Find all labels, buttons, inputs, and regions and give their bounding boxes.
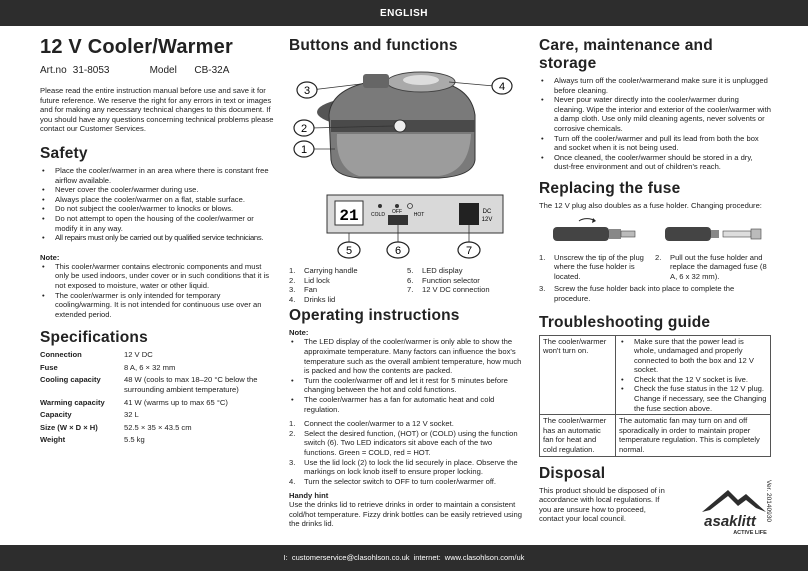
svg-text:1: 1 [300, 144, 308, 156]
contact-footer: I: customerservice@clasohlson.co.uk internet: www.clasohlson.com/uk [0, 545, 808, 571]
list-item: • Make sure that the power lead is whole, undamaged and properly connected to both the box and 12 V socket. [619, 337, 767, 375]
spec-value: 48 W (cools to max 18–20 °C below the surrounding ambient temperature) [124, 375, 258, 395]
svg-text:4: 4 [498, 81, 506, 93]
care-list [539, 76, 771, 172]
buttons-heading: Buttons and functions [289, 37, 458, 54]
operating-steps [289, 419, 525, 486]
list-item: • Never pour water directly into the cooler/warmer during cleaning. Wipe the interior and exterior of the cooler/warmer with a damp cloth. Use only mild cleaning agents, never solvents or corrosive chemicals. [539, 95, 771, 133]
callout-1 [294, 141, 314, 157]
list-item: • The LED display of the cooler/warmer is only able to show the approximate temperature. Many factors can influence the box's temperature such as the overall ambient temperature, how much is packed and how the contents are packed. [289, 337, 525, 375]
list-item: 2. Lid lock [289, 275, 330, 285]
spec-value: 12 V DC [124, 350, 153, 360]
product-title: 12 V Cooler/Warmer [40, 36, 233, 58]
solution-cell: The automatic fan may turn on and off sporadically in order to maintain proper temperature regulation. This is completely normal. [616, 415, 771, 456]
list-item: • This cooler/warmer contains electronic components and must only be used indoors, under cover or in such conditions that it is not exposed to moisture, water or other liquid. [40, 262, 276, 291]
art-label: Art.no [40, 65, 67, 76]
care-heading: Care, maintenance and storage [539, 37, 713, 72]
list-item: 3. Fan [289, 285, 318, 295]
fuse-removal-illustration [661, 215, 771, 251]
function-selector-switch [388, 215, 408, 225]
list-item: • Check the fuse status in the 12 V plug. Change if necessary, see the Changing the fuse section above. [619, 384, 767, 413]
list-item: 3. Use the lid lock (2) to lock the lid securely in place. Observe the markings on lock knob itself to ensure proper locking. [289, 457, 518, 477]
svg-text:5: 5 [345, 245, 353, 257]
fuse-heading: Replacing the fuse [539, 179, 681, 197]
list-item: • Turn the cooler/warmer off and let it rest for 5 minutes before changing between the hot and cold functions. [289, 376, 525, 395]
table-row [40, 350, 276, 363]
operating-notes [289, 337, 525, 414]
fuse-illustrations [539, 215, 771, 251]
safety-note-heading: Note: [40, 252, 60, 262]
list-item: • Check that the 12 V socket is live. [619, 375, 767, 385]
callout-6 [387, 242, 409, 258]
operating-heading: Operating instructions [289, 307, 460, 325]
table-row [40, 398, 276, 411]
fuse-intro: The 12 V plug also doubles as a fuse holder. Changing procedure: [539, 200, 762, 210]
list-item: 6. Function selector [407, 275, 480, 285]
spec-value: 5.5 kg [124, 435, 145, 445]
list-item: • Place the cooler/warmer in an area where there is constant free airflow available. [40, 166, 276, 185]
svg-text:6: 6 [394, 245, 402, 257]
table-row [540, 335, 771, 415]
version-label: Ver. 20140930 [765, 480, 772, 522]
svg-text:OFF: OFF [392, 209, 402, 215]
list-item: • The cooler/warmer has a fan for automatic heat and cold regulation. [289, 395, 525, 414]
fuse-step-3 [539, 284, 771, 303]
spec-label: Size (W × D × H) [40, 422, 98, 432]
spec-value: 41 W (warms up to max 65 °C) [124, 397, 228, 407]
svg-text:asaklitt: asaklitt [704, 513, 756, 530]
safety-heading: Safety [40, 144, 88, 162]
list-item: • Never cover the cooler/warmer during use. [40, 185, 276, 195]
troubleshooting-table [539, 335, 771, 457]
table-row [40, 375, 276, 397]
cooler-illustration [289, 60, 525, 180]
svg-text:DC: DC [482, 209, 492, 215]
svg-text:2: 2 [300, 123, 308, 135]
list-item: • All repairs must only be carried out by qualified service technicians. [40, 233, 276, 243]
svg-text:ACTIVE LIFE: ACTIVE LIFE [733, 530, 767, 536]
hint-heading: Handy hint [289, 491, 329, 501]
spec-label: Connection [40, 350, 82, 360]
problem-cell: The cooler/warmer won't turn on. [540, 335, 616, 415]
safety-notes [40, 262, 276, 320]
table-row [40, 363, 276, 376]
safety-list [40, 166, 276, 243]
disposal-text: This product should be disposed of in accordance with local regulations. If you are unsure how to proceed, contact your local council. [539, 485, 665, 524]
svg-text:HOT: HOT [413, 212, 425, 218]
list-item: • Turn off the cooler/warmer and pull its lead from both the box and socket when it is not being used. [539, 134, 771, 153]
spec-value: 32 L [124, 410, 139, 420]
column-middle [289, 33, 525, 529]
specs-heading: Specifications [40, 329, 148, 347]
parts-list [289, 266, 525, 304]
table-row [40, 423, 276, 436]
disposal-heading: Disposal [539, 464, 606, 482]
table-row [540, 415, 771, 456]
hint-text: Use the drinks lid to retrieve drinks in order to maintain a consistent cold/hot temperature. Fizzy drink bottles can be easily retrieved using the drinks lid. [289, 500, 522, 529]
asaklitt-logo [688, 484, 772, 536]
plug-unscrew-illustration [539, 215, 649, 251]
list-item: 4. Drinks lid [289, 294, 336, 304]
table-row [40, 410, 276, 423]
spec-label: Capacity [40, 410, 72, 420]
list-item: 2. Pull out the fuse holder and replace the damaged fuse (8 A, 6 x 32 mm). [655, 252, 767, 281]
intro-text: Please read the entire instruction manual before use and save it for future reference. We reserve the right for any errors in text or images and for making any necessary technical changes to this document. If you should have any questions concerning technical problems please contact our Customer Services. [40, 86, 274, 134]
column-left [40, 33, 276, 448]
list-item: 1. Connect the cooler/warmer to a 12 V socket. [289, 419, 454, 429]
list-item: 4. Turn the selector switch to OFF to turn cooler/warmer off. [289, 476, 497, 486]
list-item: • Once cleaned, the cooler/warmer should be stored in a dry, dust-free environment and out of children's reach. [539, 153, 771, 172]
list-item: • Always turn off the cooler/warmerand make sure it is unplugged before cleaning. [539, 76, 771, 95]
svg-text:COLD: COLD [371, 212, 385, 218]
list-item: • Do not subject the cooler/warmer to knocks or blows. [40, 204, 276, 214]
spec-label: Weight [40, 435, 66, 445]
art-number: 31-8053 [72, 65, 110, 76]
spec-value: 52.5 × 35 × 43.5 cm [124, 422, 192, 432]
spec-label: Cooling capacity [40, 375, 101, 385]
article-row [40, 65, 276, 76]
column-right [539, 33, 771, 524]
model-number: CB-32A [194, 65, 230, 76]
callout-3 [297, 82, 317, 98]
solution-cell [616, 335, 771, 415]
svg-text:12V: 12V [481, 217, 493, 223]
led-display-digits: 21 [339, 207, 359, 225]
list-item: • Always place the cooler/warmer on a flat, stable surface. [40, 195, 276, 205]
table-row [40, 435, 276, 448]
svg-text:7: 7 [465, 245, 473, 257]
list-item: 5. LED display [407, 266, 463, 275]
callout-4 [492, 78, 512, 94]
list-item: • The cooler/warmer is only intended for temporary cooling/warming. It is not intended for continuous use over an extended period. [40, 291, 276, 320]
svg-text:3: 3 [303, 85, 311, 97]
operating-note-heading: Note: [289, 328, 309, 338]
control-panel-illustration [289, 193, 525, 259]
list-item: • Do not attempt to open the housing of the cooler/warmer or modify it in any way. [40, 214, 276, 233]
spec-label: Warming capacity [40, 397, 105, 407]
model-label: Model [149, 65, 177, 76]
callout-5 [338, 242, 360, 258]
problem-cell: The cooler/warmer has an automatic fan for heat and cold regulation. [540, 415, 616, 456]
language-header: ENGLISH [0, 0, 808, 26]
fuse-steps [539, 253, 771, 282]
spec-label: Fuse [40, 362, 58, 372]
list-item: 2. Select the desired function, (HOT) or (COLD) using the function switch (6). Two LED indicators sit above each of the two functions. Green = COLD, red = HOT. [289, 428, 518, 457]
troubleshooting-heading: Troubleshooting guide [539, 313, 711, 331]
list-item: 3. Screw the fuse holder back into place to complete the procedure. [539, 284, 735, 303]
list-item: 1. Unscrew the tip of the plug where the fuse holder is located. [539, 252, 644, 281]
callout-7 [458, 242, 480, 258]
spec-value: 8 A, 6 × 32 mm [124, 362, 176, 372]
callout-2 [294, 120, 314, 136]
specs-table [40, 350, 276, 448]
list-item: 1. Carrying handle [289, 266, 358, 275]
list-item: 7. 12 V DC connection [407, 285, 490, 295]
